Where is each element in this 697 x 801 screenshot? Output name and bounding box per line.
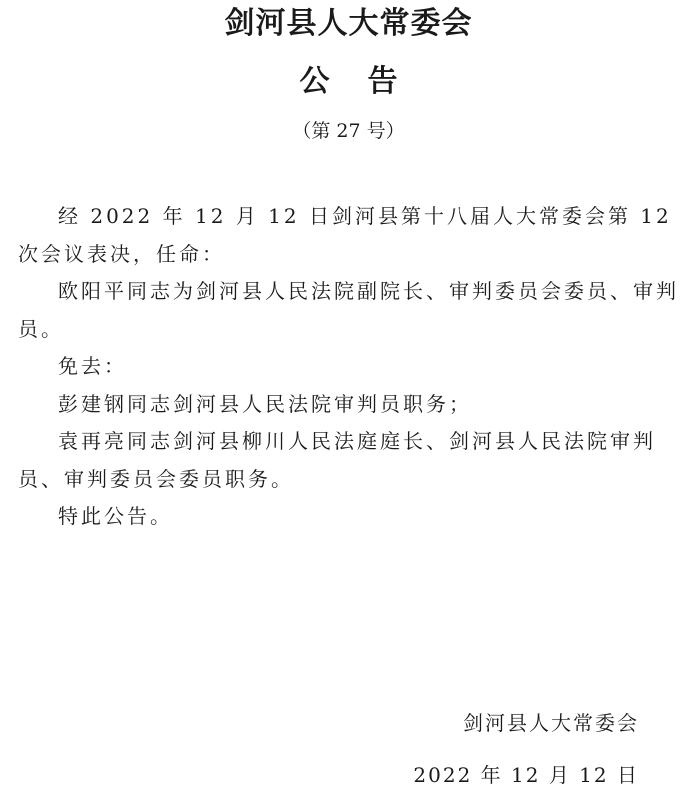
paragraph-appointment: 欧阳平同志为剑河县人民法院副院长、审判委员会委员、审判员。 — [18, 279, 679, 341]
paragraph-removal-intro: 免去： — [58, 354, 127, 378]
issuing-organization-title: 剑河县人大常委会 — [224, 6, 473, 41]
paragraph-removal-2: 袁再亮同志剑河县柳川人民法庭庭长、剑河县人民法院审判员、审判委员会委员职务。 — [18, 429, 656, 491]
announcement-body — [18, 198, 686, 536]
signature-block — [379, 697, 639, 801]
paragraph-removal-1: 彭建钢同志剑河县人民法院审判员职务； — [58, 391, 472, 416]
signature-organization: 剑河县人大常委会 — [463, 711, 639, 735]
document-number: （第 27 号） — [292, 120, 405, 142]
document-title: 公告 — [299, 64, 436, 99]
paragraph-appointment-intro: 经 2022 年 12 月 12 日剑河县第十八届人大常委会第 12 次会议表决，任命： — [18, 204, 672, 266]
paragraph-closing: 特此公告。 — [58, 504, 173, 528]
signature-date: 2022 年 12 月 12 日 — [413, 763, 639, 787]
